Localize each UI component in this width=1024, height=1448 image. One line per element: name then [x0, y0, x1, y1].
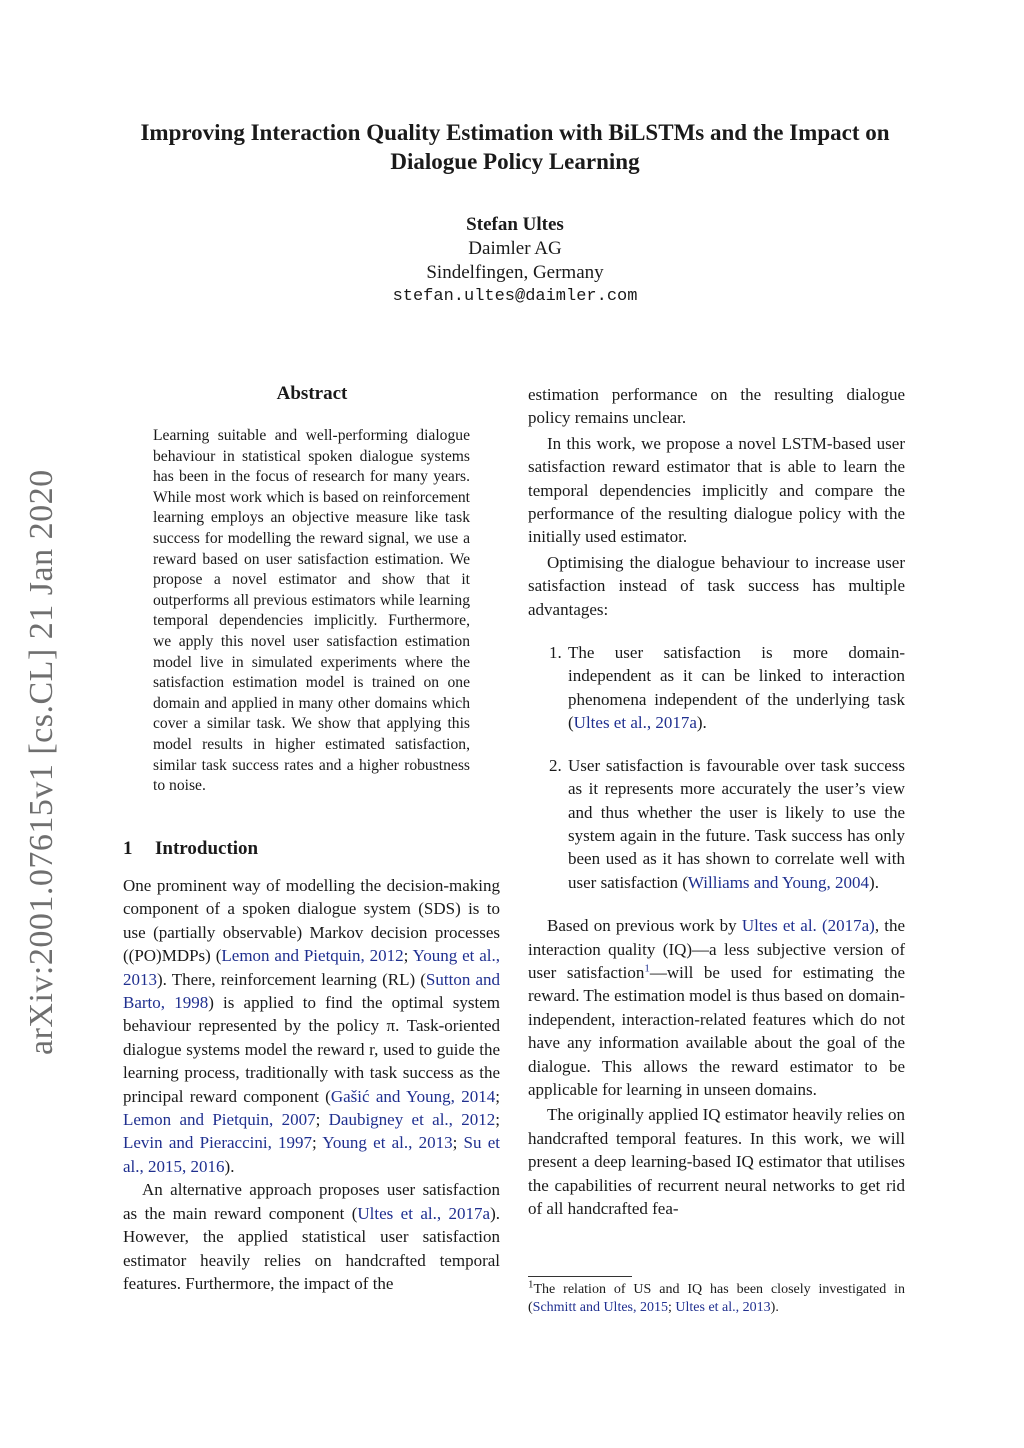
right-column — [528, 383, 905, 1220]
citation-link[interactable]: Ultes et al. (2017a) — [741, 916, 875, 936]
citation-link[interactable]: Ultes et al., 2013 — [675, 1300, 771, 1315]
intro-paragraph-5: Based on previous work by Ultes et al. (2017a), the interaction quality (IQ)—a less subjective version of user satisfaction$^1$—will be used for estimating the reward. The estimation model is thus based on domain-independent, interaction-related features which do not have any information available about the goal of the dialogue. This allows the reward estimator to be applicable for learning in unseen domains. — [528, 916, 906, 1099]
citation-link[interactable]: Williams and Young, 2004 — [687, 872, 870, 892]
intro-paragraph-3: In this work, we propose a novel LSTM-based user satisfaction reward estimator that is able to learn the temporal dependencies implicitly and compare the performance of the resulting dialogue policy with the initially used estimator. — [528, 433, 905, 547]
abstract-text: Learning suitable and well-performing dialogue behaviour in statistical spoken dialogue systems has been in the focus of research for many years. While most work which is based on reinforcement learning employs an objective measure like task success for modelling the reward signal, we use a reward based on user satisfaction estimation. We propose a novel estimator and show that it outperforms all previous estimators while learning temporal dependencies implicitly. Furthermore, we apply this novel user satisfaction estimation model live in simulated experiments where the satisfaction estimation model is trained on one domain and applied in many other domains which cover a similar task. We show that applying this model results in higher estimated satisfaction, similar task success rates and a higher robustness to noise. — [153, 427, 470, 795]
intro-paragraph-2: An alternative approach proposes user satisfaction as the main reward component (Ultes et al., 2017a). However, the applied statistical user satisfaction estimator heavily relies on handcrafted temporal features. Furthermore, the impact of the — [123, 1180, 500, 1293]
paper-title: Improving Interaction Quality Estimation with BiLSTMs and the Impact on Dialogue Policy Learning — [140, 120, 890, 174]
intro-paragraph-2-continued: estimation performance on the resulting dialogue policy remains unclear. — [528, 385, 905, 428]
footnote-marker[interactable]: 1 — [644, 962, 650, 975]
citation-link[interactable]: Lemon and Pietquin, 2012 — [221, 946, 404, 966]
intro-paragraph-4: Optimising the dialogue behaviour to increase user satisfaction instead of task success has multiple advantages: — [528, 552, 905, 619]
citation-link[interactable]: Ultes et al., 2017a — [573, 713, 697, 733]
intro-paragraph-1: One prominent way of modelling the decision-making component of a spoken dialogue system (SDS) is to use (partially observable) Markov decision processes ((PO)MDPs) (Lemon and Pietquin, 2012; Young et al., 2013). There, reinforcement learning (RL) (Sutton and Barto, 1998) is applied to find the optimal system behaviour represented by the policy π. Task-oriented dialogue systems model the reward r, used to guide the learning process, traditionally with task success as the principal reward component (Gašić and Young, 2014; Lemon and Pietquin, 2007; Daubigney et al., 2012; Levin and Pieraccini, 1997; Young et al., 2013; Su et al., 2015, 2016). — [123, 876, 501, 1176]
author-affiliation: Daimler AG — [468, 238, 562, 259]
author-location: Sindelfingen, Germany — [426, 262, 604, 283]
advantages-list — [528, 641, 905, 894]
citation-link[interactable]: Schmitt and Ultes, 2015 — [532, 1300, 668, 1315]
left-column — [123, 874, 500, 1295]
citation-link[interactable]: Ultes et al., 2017a — [357, 1203, 491, 1223]
citation-link[interactable]: Lemon and Pietquin, 2007 — [123, 1110, 316, 1130]
citation-link[interactable]: Sutton and Barto, 1998 — [123, 969, 501, 1013]
section-number: 1 — [123, 838, 133, 859]
footnote-number: 1 — [528, 1278, 534, 1291]
section-title: Introduction — [155, 838, 259, 859]
list-item: 2. User satisfaction is favourable over task success as it represents more accurately the user’s view and thus whether the user is likely to use the system again in the future. Task success has only been used as it has shown to correlate well with user satisfaction (Williams and Young, 2004). — [566, 754, 905, 894]
citation-link[interactable]: Gašić and Young, 2014 — [330, 1086, 496, 1106]
author-email[interactable]: stefan.ultes@daimler.com — [392, 287, 638, 306]
arxiv-stamp: arXiv:2001.07615v1 [cs.CL] 21 Jan 2020 — [23, 469, 60, 1055]
author-block — [260, 213, 770, 309]
abstract-heading: Abstract — [276, 383, 348, 404]
author-name: Stefan Ultes — [466, 214, 564, 235]
citation-link[interactable]: Levin and Pieraccini, 1997 — [123, 1133, 313, 1153]
citation-link[interactable]: Young et al., 2013 — [322, 1133, 453, 1153]
footnote: $^1$The relation of US and IQ has been closely investigated in (Schmitt and Ultes, 2015; Ultes et al., 2013). — [528, 1278, 905, 1315]
citation-link[interactable]: Daubigney et al., 2012 — [328, 1110, 496, 1130]
footnote-divider — [528, 1276, 632, 1277]
list-item: 1. The user satisfaction is more domain-independent as it can be linked to interaction phenomena independent of the underlying task (Ultes et al., 2017a). — [566, 641, 905, 735]
citation-link[interactable]: Young et al., 2013 — [123, 946, 501, 989]
citation-link[interactable]: Su et al., 2015, 2016 — [123, 1133, 500, 1176]
intro-paragraph-6: The originally applied IQ estimator heavily relies on handcrafted temporal features. In this work, we will present a deep learning-based IQ estimator that utilises the capabilities of recurrent neural networks to get rid of all handcrafted fea- — [528, 1105, 905, 1218]
section-heading-introduction — [123, 838, 258, 860]
